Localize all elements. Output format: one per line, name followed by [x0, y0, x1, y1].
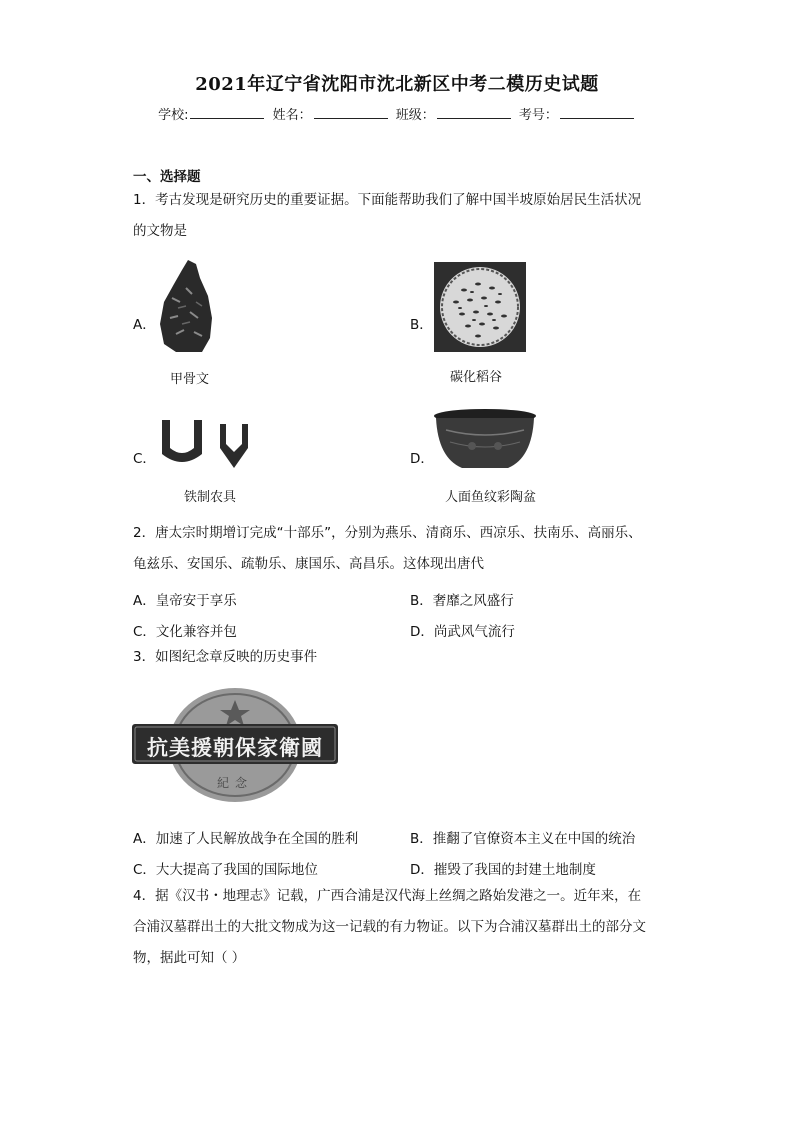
q3-option-a: A．加速了人民解放战争在全国的胜利 — [133, 831, 359, 847]
name-label: 姓名： — [272, 108, 312, 123]
q1-line-2: 的文物是 — [133, 223, 187, 239]
q1-line-1: 1．考古发现是研究历史的重要证据。下面能帮助我们了解中国半坡原始居民生活状况 — [133, 192, 642, 208]
school-label: 学校: — [158, 108, 189, 123]
q2-line-1: 2．唐太宗时期增订完成“十部乐”，分别为燕乐、清商乐、西凉乐、扶南乐、高丽乐、 — [133, 525, 642, 541]
page-title: 2021年辽宁省沈阳市沈北新区中考二模历史试题 — [195, 74, 599, 95]
q3-option-b: B．推翻了官僚资本主义在中国的统治 — [410, 831, 636, 847]
q1-option-c-caption: 铁制农具 — [184, 490, 237, 505]
carbonized-rice-image — [434, 262, 526, 352]
painted-pottery-basin-image — [432, 406, 538, 472]
exam-no-label: 考号： — [518, 108, 558, 123]
class-label: 班级： — [395, 108, 435, 123]
q2-option-a: A．皇帝安于享乐 — [133, 593, 237, 609]
q4-line-3: 物，据此可知（ ） — [133, 950, 246, 966]
q1-option-d-letter: D． — [410, 451, 434, 467]
q1-option-b-letter: B． — [410, 317, 433, 333]
q2-option-d: D．尚武风气流行 — [410, 624, 515, 640]
q1-option-c-letter: C． — [133, 451, 156, 467]
class-blank — [437, 106, 511, 119]
q3-option-c: C．大大提高了我国的国际地位 — [133, 862, 318, 878]
q3-line-1: 3．如图纪念章反映的历史事件 — [133, 649, 318, 665]
q2-line-2: 龟兹乐、安国乐、疏勒乐、康国乐、高昌乐。这体现出唐代 — [133, 556, 484, 572]
name-blank — [314, 106, 388, 119]
badge-slogan: 抗美援朝保家衛國 — [147, 736, 323, 760]
q1-option-a-letter: A． — [133, 317, 156, 333]
q4-line-2: 合浦汉墓群出土的大批文物成为这一记载的有力物证。以下为合浦汉墓群出土的部分文 — [133, 919, 646, 935]
q2-option-c: C．文化兼容并包 — [133, 624, 237, 640]
student-info-row — [0, 104, 794, 123]
oracle-bone-image — [156, 258, 216, 354]
q3-option-d: D．摧毁了我国的封建土地制度 — [410, 862, 596, 878]
q1-option-a-caption: 甲骨文 — [170, 372, 210, 387]
q1-option-b-caption: 碳化稻谷 — [450, 370, 503, 385]
exam-no-blank — [560, 106, 634, 119]
badge-subtext: 紀念 — [216, 776, 253, 790]
school-blank — [190, 106, 264, 119]
commemorative-badge — [132, 686, 338, 804]
q1-option-d-caption: 人面鱼纹彩陶盆 — [445, 490, 537, 505]
q4-line-1: 4．据《汉书・地理志》记载，广西合浦是汉代海上丝绸之路始发港之一。近年来，在 — [133, 888, 642, 904]
q2-option-b: B．奢靡之风盛行 — [410, 593, 514, 609]
section-heading: 一、选择题 — [133, 169, 201, 185]
iron-tools-image — [158, 418, 254, 470]
